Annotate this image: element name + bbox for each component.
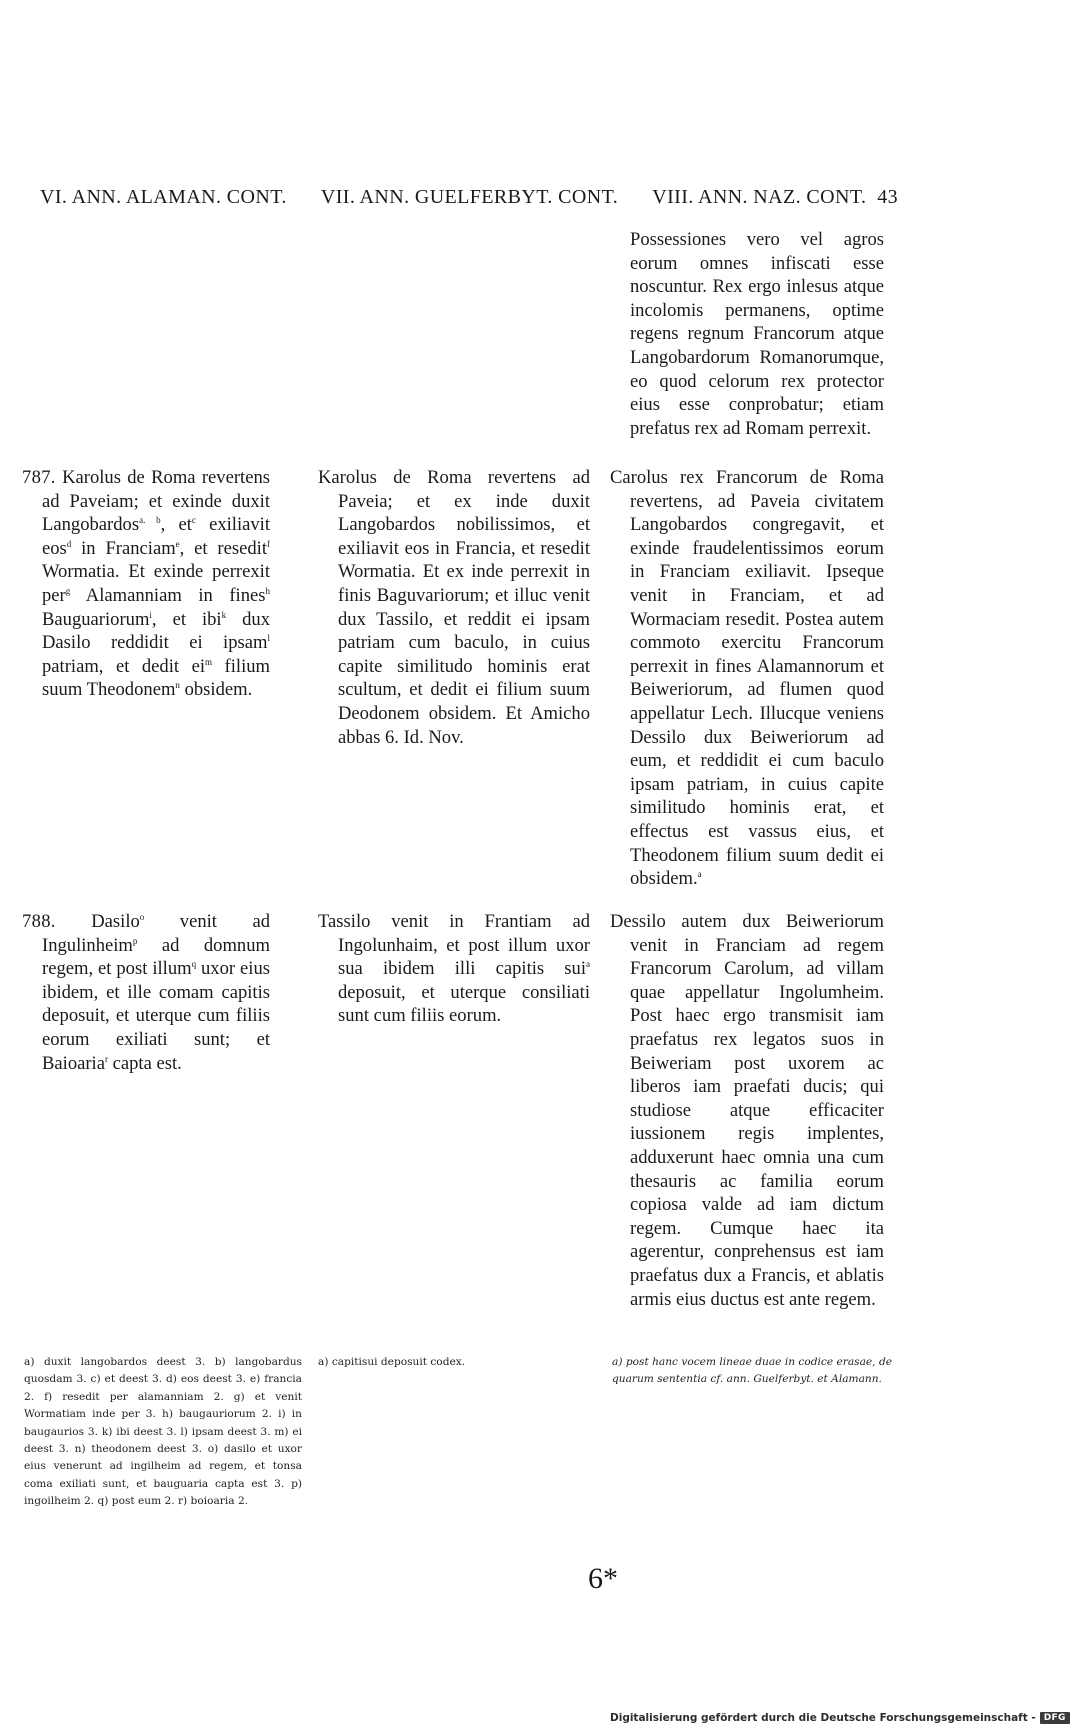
dfg-logo: DFG <box>1040 1712 1070 1724</box>
year-788: 788. <box>22 911 56 932</box>
alaman-787: 787. Karolus de Roma revertens ad Paveiam; et exinde duxit Langobardos$^{a. b}$, $et^c$ exiliavit eos$^d$ in Franciam$^e$, et resedit$^f$ Wormatia. Et exinde perrexit per$^g$ Alamanniam in fines$^h$ Bauguariorum$^i$, et ibi$^k$ dux Dasilo reddidit ei ipsam$^l$ patriam, et dedit $ei^m$ filium suum Theodonem$^n$ obsidem. <box>22 467 271 701</box>
header-col2-title: VII. ANN. GUELFERBYT. CONT. <box>320 186 619 208</box>
page-number: 43 <box>877 186 898 208</box>
footnotes-guelf: a) capitisui deposuit codex. <box>318 1356 466 1368</box>
guelf-788: Tassilo venit in Frantiam ad Ingolunhaim, et post illum uxor sua ibidem illi capitis sui$^a$ deposuit, et uterque consiliati sunt cum filiis eorum. <box>318 911 590 1027</box>
naz-787: Carolus rex Francorum de Roma revertens, ad Paveia civitatem Langobardos congregavit, et exinde fraudelentissimos eorum in Franciam exiliavit. Ipseque venit in Franciam, et ad Wormaciam resedit. Postea autem commoto exercitu Francorum perrexit in fines Alamannorum et Beiweriorum, ad flumen quod appellatur Lech. Illucque veniens Dessilo dux Beiweriorum ad eum, et reddidit ei cum baculo ipsam patriam, in cuius capite similitudo hominis erat, et effectus est vassus eius, et Theodonem filium suum dedit ei obsidem.$^a$ <box>610 467 884 890</box>
footnotes-alaman: a) duxit langobardos deest 3. b) langobardus quosdam 3. c) et deest 3. d) eos deest 3. e) francia 2. f) resedit per alamanniam 2. g) et venit Wormatiam inde per 3. h) baugauriorum 2. i) in baugaurios 3. k) ibi deest 3. l) ipsam deest 3. m) ei deest 3. n) theodonem deest 3. o) dasilo et uxor eius venerunt ad ingilheim ad regem, et tonsa coma exiliati sunt, et bauguaria capta est 3. p) ingoilheim 2. q) post eum 2. r) boioaria 2. <box>24 1356 302 1508</box>
footnotes-naz: a) post hanc vocem lineae duae in codice erasae, de quarum sententia cf. ann. Guelferbyt. et Alamann. <box>612 1356 892 1386</box>
header-col3-title: VIII. ANN. NAZ. CONT. 43 <box>652 186 898 208</box>
guelf-787: Karolus de Roma revertens ad Paveia; et ex inde duxit Langobardos nobilissimos, et exiliavit eos in Francia, et resedit Wormatia. Et ex inde perrexit in finis Baguvariorum; et illuc venit dux Tassilo, et reddit ei ipsam patriam cum baculo, in cuius capite similitudo hominis erat scultum, et dedit ei filium suum Deodonem obsidem. Et Amicho abbas 6. Id. Nov. <box>318 467 590 748</box>
naz-preceding-text: Possessiones vero vel agros eorum omnes infiscati esse noscuntur. Rex ergo inlesus atque incolomis permanens, optime regens regnum Francorum atque Langobardorum Romanorumque, eo quod celorum rex protector eius esse conprobatur; etiam prefatus rex ad Romam perrexit. <box>630 229 884 439</box>
header-col1-title: VI. ANN. ALAMAN. CONT. <box>40 186 287 208</box>
funding-note <box>610 1712 1070 1724</box>
year-787: 787. <box>22 467 56 488</box>
running-header <box>40 186 898 209</box>
naz-788: Dessilo autem dux Beiweriorum venit in Franciam ad regem Francorum Carolum, ad villam quae appellatur Ingolumheim. Post haec ergo transmisit iam praefatus rex legatos suos in Beiweriam post uxorem ac liberos iam praefati ducis; qui studiose atque efficaciter iussionem regis implentes, adduxerunt haec omnia una cum thesauris ac familia eorum copiosa valde ad iam dictum regem. Cumque haec ita agerentur, conprehensus est iam praefatus dux a Francis, et ablatis armis eius ductus est ante regem. <box>610 911 884 1310</box>
signature-mark: 6* <box>588 1562 618 1595</box>
alaman-788: 788. Dasilo$^o$ venit ad Ingulinheim$^p$ ad domnum regem, et post illum$^q$ uxor eius ibidem, et ille comam capitis deposuit, et uterque cum filiis eorum exiliati sunt; et Baioaria$^r$ capta est. <box>22 911 270 1074</box>
funding-text: Digitalisierung gefördert durch die Deutsche Forschungsgemeinschaft - <box>610 1712 1036 1724</box>
